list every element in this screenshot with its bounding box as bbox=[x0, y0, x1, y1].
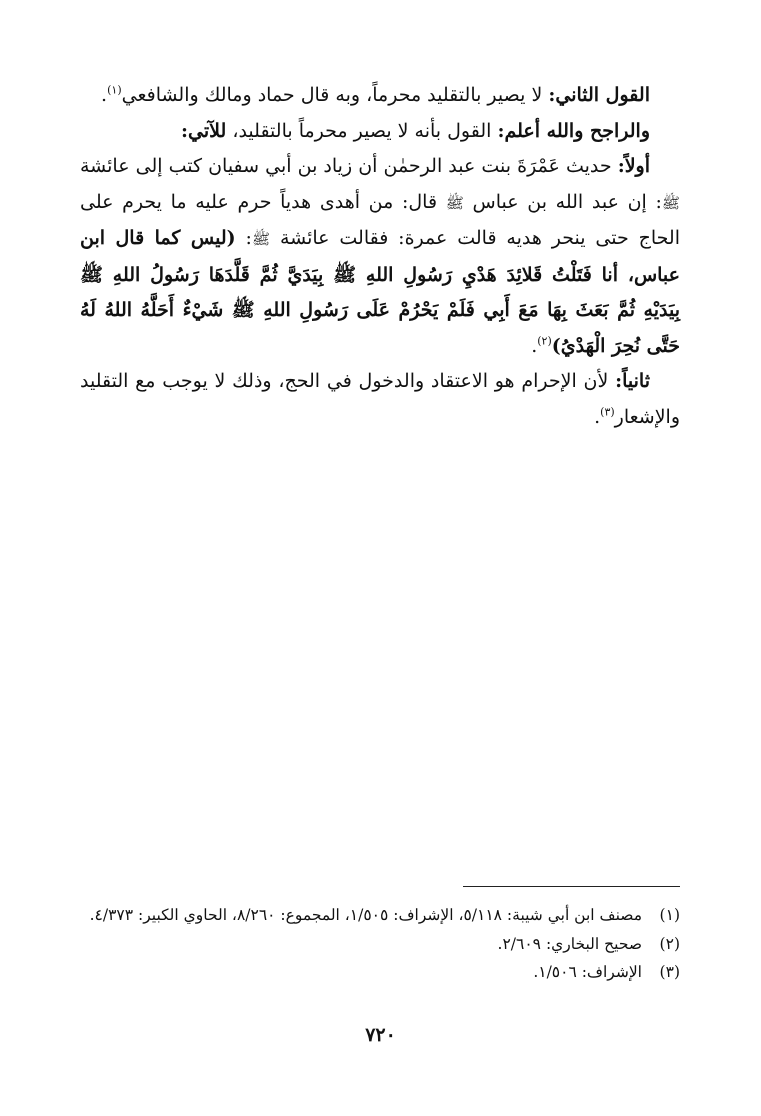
paragraph-second-evidence bbox=[80, 364, 680, 435]
paragraph-lead: أولاً: bbox=[617, 155, 650, 177]
honorific-glyph: ﷺ bbox=[445, 193, 464, 212]
footnote-ref[interactable]: (١) bbox=[107, 83, 122, 97]
paragraph-text: القول بأنه لا يصير محرماً بالتقليد، bbox=[226, 119, 498, 142]
footnote-divider bbox=[463, 886, 680, 887]
paragraph-text: قال: من أهدى هدياً حرم عليه ما يحرم على الحاج حتى ينحر هديه قالت عمرة: فقالت عائشة bbox=[80, 190, 681, 249]
footnote-ref[interactable]: (٣) bbox=[600, 405, 615, 419]
footnote-text: الإشراف: ١/٥٠٦. bbox=[533, 963, 642, 981]
hadith-quote: (ليس كما قال ابن عباس، أنا فَتَلْتُ قَلائِدَ هَدْيِ رَسُولِ اللهِ ﷺ بِيَدَيَّ ثُمَّ قَلَّدَهَا رَسُولُ اللهِ ﷺ بِيَدَيْهِ ثُمَّ بَعَثَ بِهَا مَعَ أَبِي فَلَمْ يَحْرُمْ عَلَى رَسُولِ اللهِ ﷺ شَيْءٌ أَحَلَّهُ اللهُ لَهُ حَتَّى نُحِرَ الْهَدْيُ) bbox=[80, 227, 680, 357]
footnote-ref[interactable]: (٢) bbox=[537, 334, 552, 348]
footnote-text: صحيح البخاري: ٢/٦٠٩. bbox=[497, 934, 642, 953]
paragraph-text: : إن عبد الله بن عباس bbox=[463, 190, 662, 213]
paragraph-tail: للآتي: bbox=[181, 119, 227, 142]
punctuation: . bbox=[531, 334, 538, 357]
paragraph-preferred-opinion bbox=[80, 114, 680, 150]
paragraph-text: لا يصير بالتقليد محرماً، وبه قال حماد ومالك والشافعي bbox=[121, 84, 549, 106]
punctuation: . bbox=[594, 405, 601, 428]
punctuation: . bbox=[101, 84, 108, 106]
footnote-item bbox=[80, 930, 680, 959]
paragraph-first-evidence bbox=[80, 149, 680, 364]
paragraph-lead: ثانياً: bbox=[615, 370, 650, 392]
paragraph-second-opinion bbox=[80, 78, 680, 114]
main-text bbox=[80, 78, 680, 435]
footnote-text: مصنف ابن أبي شيبة: ٥/١١٨، الإشراف: ١/٥٠٥، المجموع: ٨/٢٦٠، الحاوي الكبير: ٤/٣٧٣. bbox=[89, 906, 642, 924]
footnotes bbox=[80, 901, 680, 987]
footnote-number: (٢) bbox=[659, 934, 680, 953]
honorific-glyph: ﷺ bbox=[251, 230, 271, 248]
footnote-item bbox=[80, 958, 680, 987]
paragraph-text: : bbox=[235, 227, 252, 249]
paragraph-lead: والراجح والله أعلم: bbox=[497, 119, 650, 142]
paragraph-text: لأن الإحرام هو الاعتقاد والدخول في الحج، وذلك لا يوجب مع التقليد والإشعار bbox=[80, 370, 680, 428]
paragraph-lead: القول الثاني: bbox=[548, 84, 650, 106]
page-number: ٧٢٠ bbox=[365, 1024, 396, 1046]
honorific-glyph: ﷺ bbox=[661, 193, 681, 212]
footnote-number: (٣) bbox=[659, 963, 680, 981]
footnote-item bbox=[80, 901, 680, 930]
footnote-number: (١) bbox=[659, 906, 680, 924]
paragraph-text: حديث عَمْرَةَ بنت عبد الرحمٰن أن زياد بن أبي سفيان كتب إلى عائشة bbox=[80, 155, 618, 177]
